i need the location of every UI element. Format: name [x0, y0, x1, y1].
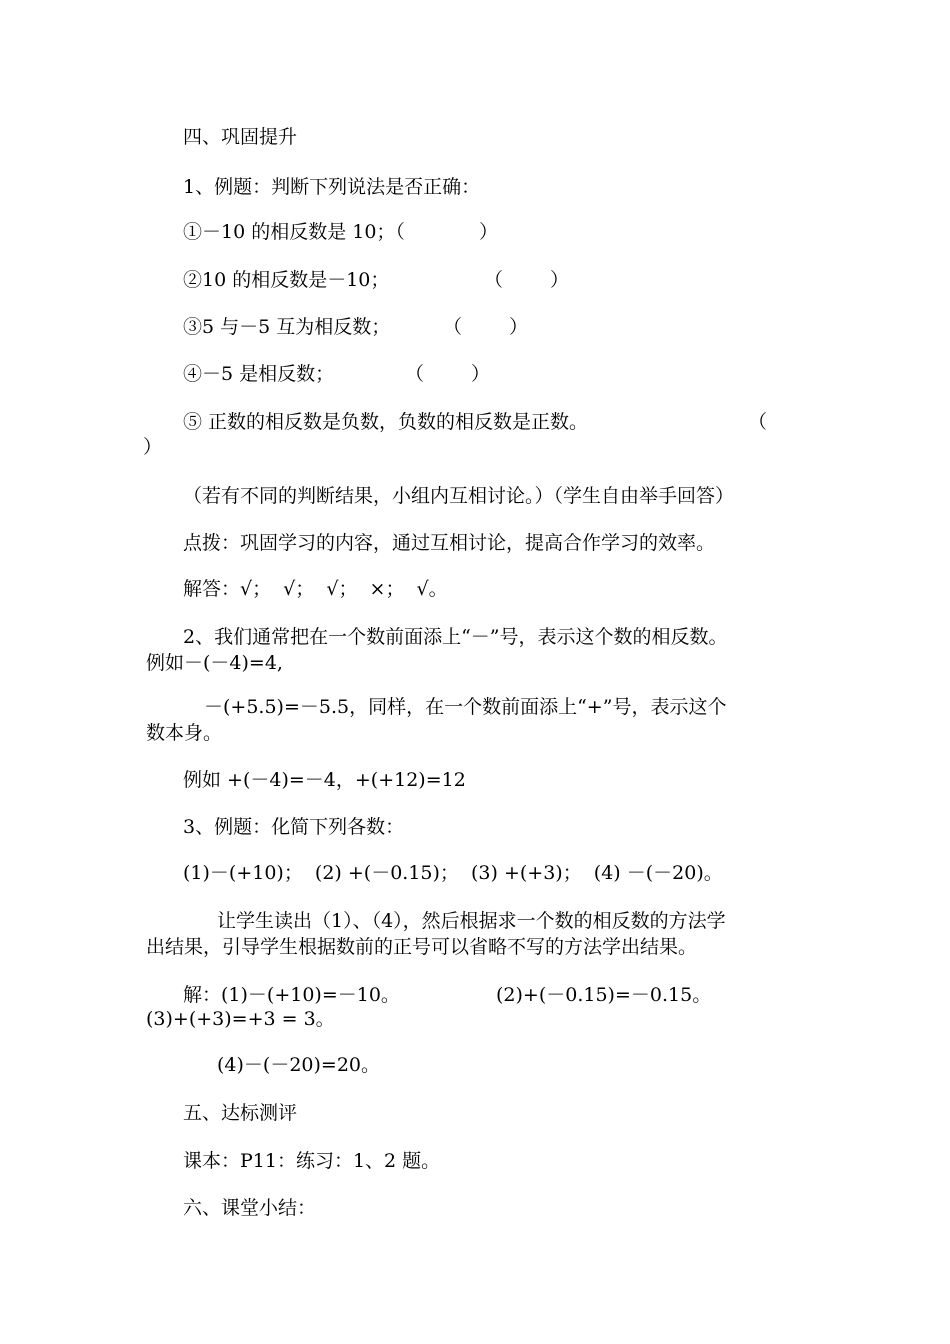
statement-2-open-paren: （	[484, 269, 504, 291]
solution-2: (2)+(－0.15)=－0.15。	[496, 984, 712, 1006]
paragraph-2-line-3: －(+5.5)=－5.5，同样，在一个数前面添上“+”号，表示这个	[204, 696, 727, 718]
example-1-title: 1、例题：判断下列说法是否正确：	[183, 176, 481, 198]
example-3-title: 3、例题：化简下列各数：	[183, 816, 405, 838]
statement-2-close-paren: ）	[550, 269, 570, 291]
solution-4: (4)－(－20)=20。	[217, 1054, 381, 1076]
example-3-items: (1)－(+10)； (2) +(－0.15)； (3) +(+3)； (4) －(－20)。	[183, 862, 723, 884]
teaching-tip: 点拨：巩固学习的内容，通过互相讨论，提高合作学习的效率。	[183, 532, 716, 554]
solution-3: (3)+(+3)=+3 = 3。	[146, 1008, 335, 1030]
statement-3-close-paren: ）	[509, 316, 529, 338]
statement-4-close-paren: ）	[471, 363, 491, 385]
statement-2: ②10 的相反数是－10；	[183, 269, 390, 291]
guidance-line-1: 让学生读出（1）、（4），然后根据求一个数的相反数的方法学	[217, 910, 726, 932]
statement-4: ④－5 是相反数；	[183, 363, 335, 385]
guidance-line-2: 出结果，引导学生根据数前的正号可以省略不写的方法学出结果。	[146, 936, 698, 958]
statement-5: ⑤ 正数的相反数是负数，负数的相反数是正数。	[183, 411, 589, 433]
paragraph-2-line-4: 数本身。	[146, 722, 223, 744]
section-heading-4: 四、巩固提升	[183, 126, 298, 148]
statement-5-open-paren: （	[748, 411, 768, 433]
paragraph-2-line-1: 2、我们通常把在一个数前面添上“－”号，表示这个数的相反数。	[183, 626, 728, 648]
solution-1: 解：(1)－(+10)=－10。	[183, 984, 400, 1006]
textbook-exercise: 课本：P11：练习：1、2 题。	[183, 1150, 441, 1172]
statement-4-open-paren: （	[405, 363, 425, 385]
section-heading-5: 五、达标测评	[183, 1102, 298, 1124]
section-heading-6: 六、课堂小结：	[183, 1197, 317, 1219]
answer-line: 解答：√； √； √； ×； √。	[183, 578, 448, 600]
paragraph-2-example: 例如 +(－4)=－4，+(+12)=12	[183, 769, 466, 791]
statement-1: ①－10 的相反数是 10；（	[183, 221, 405, 243]
statement-3-open-paren: （	[443, 316, 463, 338]
paragraph-2-line-2: 例如－(－4)=4,	[146, 652, 283, 674]
statement-1-close-paren: ）	[479, 221, 499, 243]
statement-5-close-paren: ）	[143, 436, 163, 458]
discussion-note: （若有不同的判断结果，小组内互相讨论。）（学生自由举手回答）	[183, 485, 735, 507]
statement-3: ③5 与－5 互为相反数；	[183, 316, 391, 338]
